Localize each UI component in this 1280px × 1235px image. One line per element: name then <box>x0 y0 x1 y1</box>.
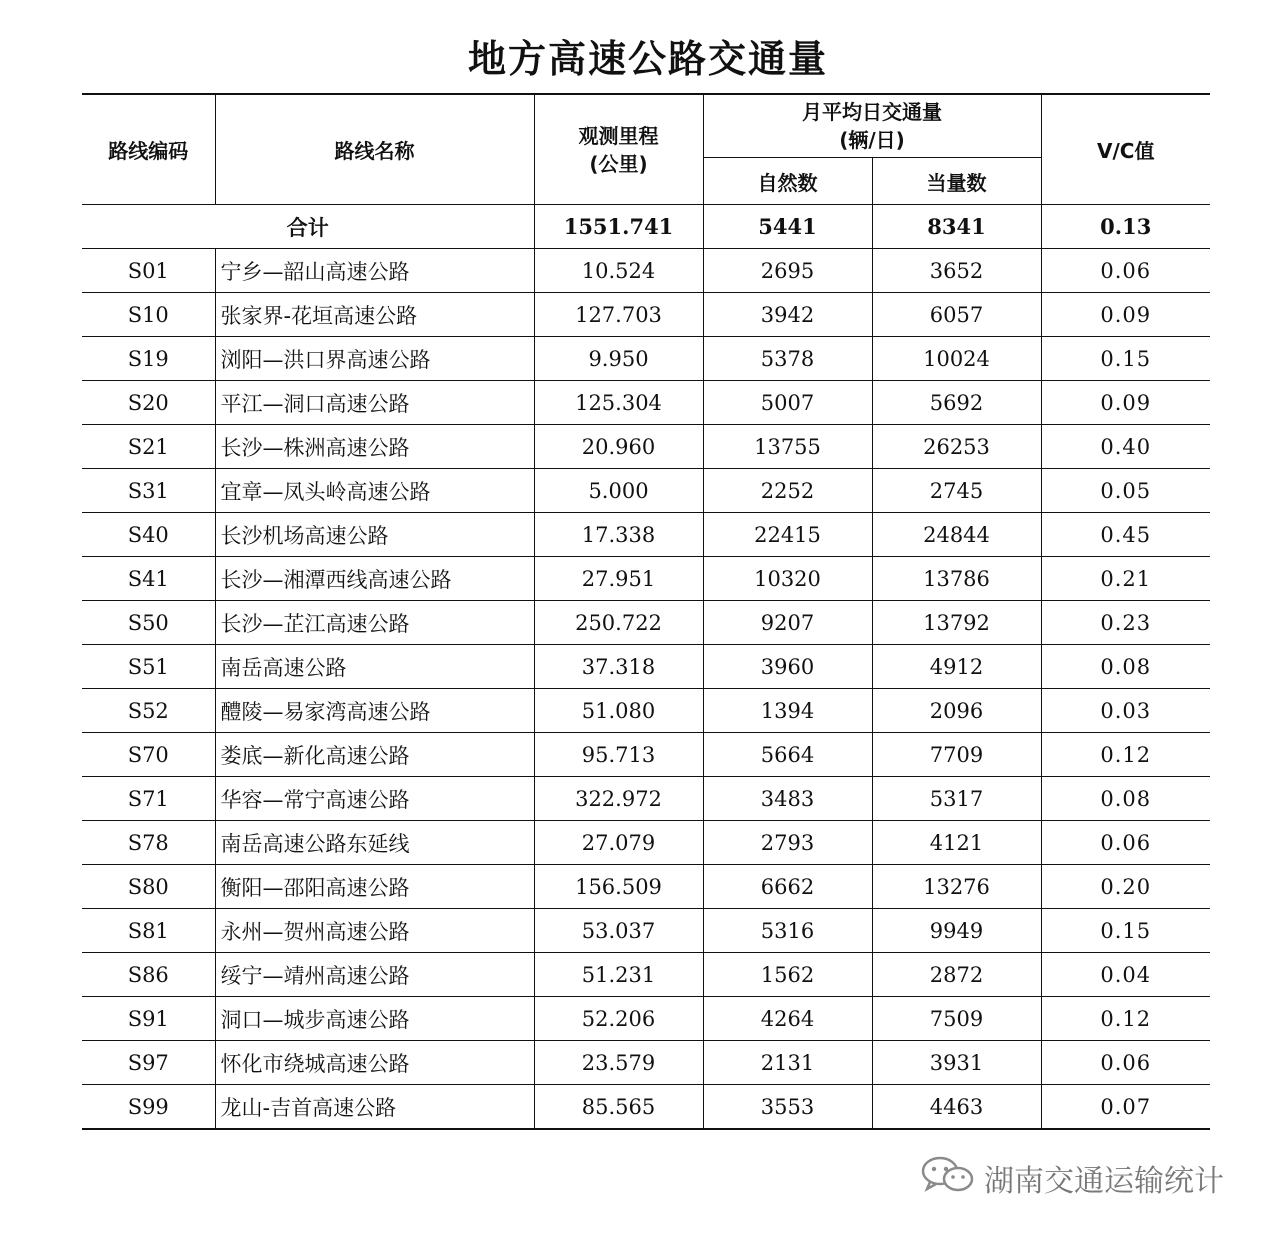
route-vc: 0.23 <box>1041 601 1210 645</box>
route-code: S01 <box>82 249 215 293</box>
route-mileage: 51.080 <box>534 689 703 733</box>
route-mileage: 51.231 <box>534 953 703 997</box>
route-equivalent: 2096 <box>872 689 1041 733</box>
route-natural: 3942 <box>703 293 872 337</box>
route-name: 娄底—新化高速公路 <box>215 733 534 777</box>
table-row <box>82 821 1210 865</box>
route-equivalent: 2745 <box>872 469 1041 513</box>
route-vc: 0.06 <box>1041 249 1210 293</box>
route-name: 宁乡—韶山高速公路 <box>215 249 534 293</box>
route-natural: 5316 <box>703 909 872 953</box>
header-route-name: 路线名称 <box>215 94 534 205</box>
route-code: S52 <box>82 689 215 733</box>
header-daily-flow-unit: (辆/日) <box>839 128 905 152</box>
header-natural: 自然数 <box>703 158 872 205</box>
route-vc: 0.08 <box>1041 777 1210 821</box>
route-code: S40 <box>82 513 215 557</box>
route-equivalent: 9949 <box>872 909 1041 953</box>
route-natural: 2793 <box>703 821 872 865</box>
header-mileage-unit: (公里) <box>589 151 648 176</box>
route-vc: 0.12 <box>1041 733 1210 777</box>
route-mileage: 125.304 <box>534 381 703 425</box>
route-natural: 5378 <box>703 337 872 381</box>
route-equivalent: 13792 <box>872 601 1041 645</box>
route-natural: 4264 <box>703 997 872 1041</box>
header-daily-flow <box>703 94 1041 158</box>
route-natural: 2131 <box>703 1041 872 1085</box>
route-mileage: 127.703 <box>534 293 703 337</box>
route-natural: 3553 <box>703 1085 872 1130</box>
table-row <box>82 513 1210 557</box>
route-natural: 3483 <box>703 777 872 821</box>
route-mileage: 23.579 <box>534 1041 703 1085</box>
route-natural: 6662 <box>703 865 872 909</box>
table-row <box>82 469 1210 513</box>
route-name: 长沙—湘潭西线高速公路 <box>215 557 534 601</box>
table-row <box>82 733 1210 777</box>
table-row <box>82 689 1210 733</box>
table-row <box>82 293 1210 337</box>
route-name: 洞口—城步高速公路 <box>215 997 534 1041</box>
route-equivalent: 26253 <box>872 425 1041 469</box>
route-name: 平江—洞口高速公路 <box>215 381 534 425</box>
route-code: S50 <box>82 601 215 645</box>
table-row <box>82 425 1210 469</box>
wechat-icon <box>920 1155 976 1201</box>
route-mileage: 322.972 <box>534 777 703 821</box>
table-row <box>82 953 1210 997</box>
route-equivalent: 5317 <box>872 777 1041 821</box>
route-code: S97 <box>82 1041 215 1085</box>
total-row <box>82 205 1210 249</box>
table-row <box>82 1085 1210 1130</box>
total-vc: 0.13 <box>1041 205 1210 249</box>
route-name: 华容—常宁高速公路 <box>215 777 534 821</box>
route-code: S31 <box>82 469 215 513</box>
route-vc: 0.08 <box>1041 645 1210 689</box>
header-equivalent: 当量数 <box>872 158 1041 205</box>
route-mileage: 5.000 <box>534 469 703 513</box>
route-equivalent: 4463 <box>872 1085 1041 1130</box>
route-equivalent: 13276 <box>872 865 1041 909</box>
route-natural: 22415 <box>703 513 872 557</box>
route-code: S80 <box>82 865 215 909</box>
route-mileage: 20.960 <box>534 425 703 469</box>
route-natural: 1394 <box>703 689 872 733</box>
route-mileage: 10.524 <box>534 249 703 293</box>
header-mileage-label: 观测里程 <box>578 123 659 148</box>
route-natural: 5007 <box>703 381 872 425</box>
route-equivalent: 24844 <box>872 513 1041 557</box>
header-mileage <box>534 94 703 205</box>
watermark <box>920 1158 1224 1198</box>
route-mileage: 95.713 <box>534 733 703 777</box>
route-name: 南岳高速公路 <box>215 645 534 689</box>
route-name: 长沙—株洲高速公路 <box>215 425 534 469</box>
route-vc: 0.40 <box>1041 425 1210 469</box>
route-code: S81 <box>82 909 215 953</box>
route-code: S78 <box>82 821 215 865</box>
traffic-table <box>82 93 1210 1130</box>
route-name: 醴陵—易家湾高速公路 <box>215 689 534 733</box>
route-equivalent: 3931 <box>872 1041 1041 1085</box>
route-name: 浏阳—洪口界高速公路 <box>215 337 534 381</box>
route-mileage: 9.950 <box>534 337 703 381</box>
route-equivalent: 5692 <box>872 381 1041 425</box>
route-vc: 0.07 <box>1041 1085 1210 1130</box>
table-row <box>82 1041 1210 1085</box>
route-name: 宜章—凤头岭高速公路 <box>215 469 534 513</box>
header-vc: V/C值 <box>1041 94 1210 205</box>
route-name: 怀化市绕城高速公路 <box>215 1041 534 1085</box>
route-equivalent: 13786 <box>872 557 1041 601</box>
route-vc: 0.15 <box>1041 909 1210 953</box>
route-name: 衡阳—邵阳高速公路 <box>215 865 534 909</box>
route-natural: 9207 <box>703 601 872 645</box>
route-code: S41 <box>82 557 215 601</box>
route-vc: 0.03 <box>1041 689 1210 733</box>
route-name: 长沙—芷江高速公路 <box>215 601 534 645</box>
route-equivalent: 7709 <box>872 733 1041 777</box>
route-vc: 0.09 <box>1041 381 1210 425</box>
table-row <box>82 557 1210 601</box>
route-code: S71 <box>82 777 215 821</box>
route-name: 绥宁—靖州高速公路 <box>215 953 534 997</box>
route-vc: 0.12 <box>1041 997 1210 1041</box>
route-vc: 0.04 <box>1041 953 1210 997</box>
route-mileage: 156.509 <box>534 865 703 909</box>
route-equivalent: 10024 <box>872 337 1041 381</box>
total-equivalent: 8341 <box>872 205 1041 249</box>
header-daily-flow-label: 月平均日交通量 <box>802 100 942 124</box>
route-mileage: 85.565 <box>534 1085 703 1130</box>
route-natural: 5664 <box>703 733 872 777</box>
table-row <box>82 997 1210 1041</box>
route-code: S70 <box>82 733 215 777</box>
route-code: S20 <box>82 381 215 425</box>
route-mileage: 37.318 <box>534 645 703 689</box>
total-label: 合计 <box>82 205 534 249</box>
table-row <box>82 645 1210 689</box>
table-row <box>82 249 1210 293</box>
table-row <box>82 337 1210 381</box>
route-code: S51 <box>82 645 215 689</box>
route-equivalent: 7509 <box>872 997 1041 1041</box>
route-vc: 0.05 <box>1041 469 1210 513</box>
total-mileage: 1551.741 <box>534 205 703 249</box>
table-row <box>82 777 1210 821</box>
table-row <box>82 381 1210 425</box>
route-code: S91 <box>82 997 215 1041</box>
route-code: S10 <box>82 293 215 337</box>
header-route-code: 路线编码 <box>82 94 215 205</box>
route-mileage: 250.722 <box>534 601 703 645</box>
route-natural: 2695 <box>703 249 872 293</box>
route-equivalent: 6057 <box>872 293 1041 337</box>
route-equivalent: 3652 <box>872 249 1041 293</box>
route-name: 张家界-花垣高速公路 <box>215 293 534 337</box>
route-equivalent: 2872 <box>872 953 1041 997</box>
route-natural: 3960 <box>703 645 872 689</box>
route-natural: 13755 <box>703 425 872 469</box>
route-natural: 10320 <box>703 557 872 601</box>
route-name: 龙山-吉首高速公路 <box>215 1085 534 1130</box>
route-equivalent: 4912 <box>872 645 1041 689</box>
route-mileage: 27.079 <box>534 821 703 865</box>
route-code: S99 <box>82 1085 215 1130</box>
route-natural: 1562 <box>703 953 872 997</box>
route-mileage: 53.037 <box>534 909 703 953</box>
route-name: 长沙机场高速公路 <box>215 513 534 557</box>
route-equivalent: 4121 <box>872 821 1041 865</box>
total-natural: 5441 <box>703 205 872 249</box>
route-vc: 0.15 <box>1041 337 1210 381</box>
route-natural: 2252 <box>703 469 872 513</box>
route-vc: 0.21 <box>1041 557 1210 601</box>
route-vc: 0.06 <box>1041 821 1210 865</box>
route-name: 南岳高速公路东延线 <box>215 821 534 865</box>
route-vc: 0.20 <box>1041 865 1210 909</box>
watermark-text: 湖南交通运输统计 <box>984 1164 1224 1199</box>
route-name: 永州—贺州高速公路 <box>215 909 534 953</box>
route-vc: 0.06 <box>1041 1041 1210 1085</box>
route-mileage: 52.206 <box>534 997 703 1041</box>
route-mileage: 17.338 <box>534 513 703 557</box>
table-row <box>82 909 1210 953</box>
route-code: S21 <box>82 425 215 469</box>
route-vc: 0.45 <box>1041 513 1210 557</box>
route-mileage: 27.951 <box>534 557 703 601</box>
route-code: S19 <box>82 337 215 381</box>
route-vc: 0.09 <box>1041 293 1210 337</box>
page-title: 地方高速公路交通量 <box>467 37 828 81</box>
table-row <box>82 601 1210 645</box>
table-row <box>82 865 1210 909</box>
route-code: S86 <box>82 953 215 997</box>
